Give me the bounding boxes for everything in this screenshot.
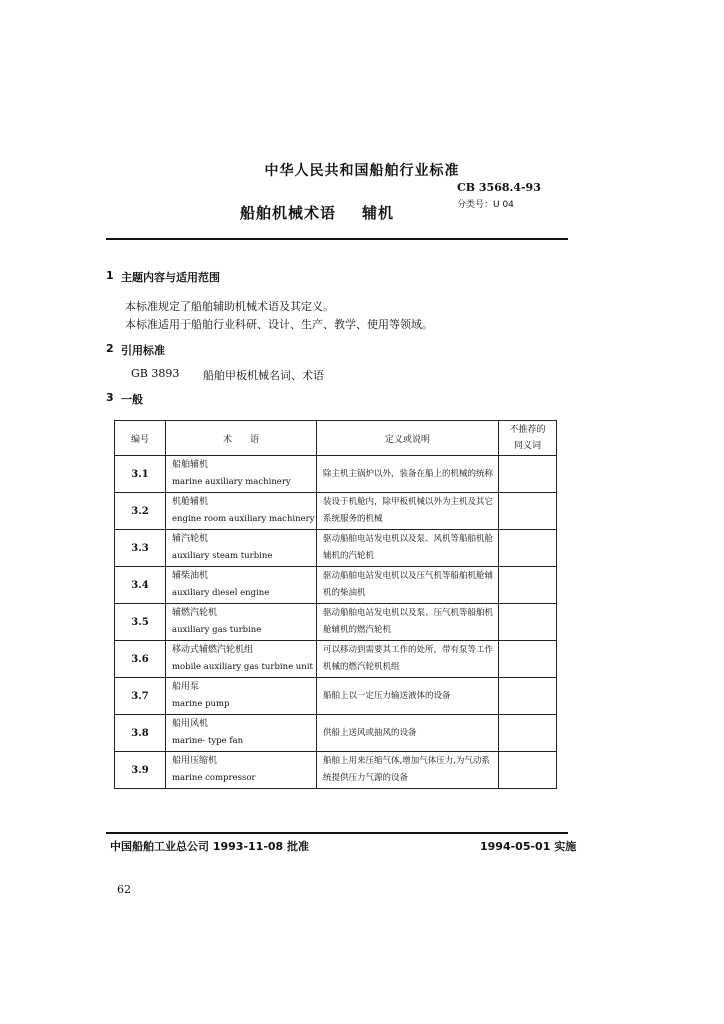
- table-row: [115, 715, 557, 752]
- table-row: [115, 493, 557, 530]
- term-chinese: 辅柴油机: [172, 571, 209, 581]
- term-chinese: 船用风机: [172, 719, 209, 729]
- term-deprecated-synonym: [499, 604, 557, 641]
- term-definition: 驱动船舶电站发电机以及泵、压气机等船舶机舱辅机的燃汽轮机: [317, 604, 499, 641]
- term-definition: 船舶上以一定压力输送液体的设备: [317, 678, 499, 715]
- term-number: 3.8: [115, 715, 166, 752]
- term-english: marine compressor: [172, 773, 256, 783]
- table-row: [115, 678, 557, 715]
- section-1-title: 主题内容与适用范围: [121, 271, 220, 284]
- section-1-paragraph: 本标准规定了船舶辅助机械术语及其定义。: [125, 300, 334, 313]
- table-row: [115, 752, 557, 789]
- term-definition: 驱动船舶电站发电机以及压气机等船舶机舱辅机的柴油机: [317, 567, 499, 604]
- approval-note: 中国船舶工业总公司 1993-11-08 批准: [110, 840, 310, 853]
- term-chinese: 辅燃汽轮机: [172, 608, 218, 618]
- section-1-number: 1: [106, 269, 114, 282]
- term-english: auxiliary diesel engine: [172, 588, 270, 598]
- standard-code: CB 3568.4-93: [457, 181, 541, 194]
- term-cell: [166, 456, 317, 493]
- footer-divider: [106, 832, 568, 834]
- term-number: 3.4: [115, 567, 166, 604]
- header-deprecated-synonym: [499, 421, 557, 456]
- term-number: 3.7: [115, 678, 166, 715]
- term-cell: [166, 752, 317, 789]
- referenced-standard-code: GB 3893: [131, 367, 180, 380]
- page-number: 62: [117, 883, 131, 896]
- classification-number: 分类号：U 04: [457, 200, 514, 210]
- term-english: auxiliary gas turbine: [172, 625, 262, 635]
- term-cell: [166, 530, 317, 567]
- header-divider: [106, 238, 568, 240]
- table-header-row: [115, 421, 557, 456]
- section-1-paragraph: 本标准适用于船舶行业科研、设计、生产、教学、使用等领域。: [125, 318, 433, 331]
- term-number: 3.1: [115, 456, 166, 493]
- term-deprecated-synonym: [499, 456, 557, 493]
- term-english: engine room auxiliary machinery: [172, 514, 315, 524]
- term-english: mobile auxiliary gas turbine unit: [172, 662, 313, 672]
- term-definition: 供船上送风或抽风的设备: [317, 715, 499, 752]
- term-chinese: 船舶辅机: [172, 460, 209, 470]
- issuing-organization: 中华人民共和国船舶行业标准: [264, 163, 460, 179]
- term-number: 3.5: [115, 604, 166, 641]
- term-cell: [166, 678, 317, 715]
- term-deprecated-synonym: [499, 530, 557, 567]
- term-definition: 驱动船舶电站发电机以及泵、风机等船舶机舱辅机的汽轮机: [317, 530, 499, 567]
- table-row: [115, 456, 557, 493]
- term-definition: 装设于机舱内，除甲板机械以外为主机及其它系统服务的机械: [317, 493, 499, 530]
- header-term: 术 语: [166, 421, 317, 456]
- term-english: marine pump: [172, 699, 230, 709]
- term-chinese: 辅汽轮机: [172, 534, 209, 544]
- section-2-number: 2: [106, 342, 114, 355]
- term-deprecated-synonym: [499, 715, 557, 752]
- term-definition: 可以移动到需要其工作的处所，带有泵等工作机械的燃汽轮机机组: [317, 641, 499, 678]
- implementation-date: 1994-05-01 实施: [480, 840, 577, 853]
- term-number: 3.6: [115, 641, 166, 678]
- document-title: 船舶机械术语: [240, 204, 337, 222]
- term-definition: 船舶上用来压缩气体,增加气体压力,为气动系统提供压力气源的设备: [317, 752, 499, 789]
- table-row: [115, 641, 557, 678]
- referenced-standard-title: 船舶甲板机械名词、术语: [203, 369, 324, 382]
- term-english: auxiliary steam turbine: [172, 551, 273, 561]
- term-deprecated-synonym: [499, 641, 557, 678]
- term-chinese: 船用压缩机: [172, 756, 218, 766]
- term-cell: [166, 715, 317, 752]
- header-deprecated-line1: 不推荐的: [509, 425, 546, 435]
- term-deprecated-synonym: [499, 567, 557, 604]
- term-chinese: 机舱辅机: [172, 497, 209, 507]
- section-2-title: 引用标准: [121, 344, 165, 357]
- term-number: 3.2: [115, 493, 166, 530]
- term-cell: [166, 641, 317, 678]
- term-cell: [166, 567, 317, 604]
- section-3-title: 一般: [121, 393, 143, 406]
- term-cell: [166, 604, 317, 641]
- header-number: 编号: [115, 421, 166, 456]
- table-row: [115, 567, 557, 604]
- table-row: [115, 604, 557, 641]
- term-chinese: 移动式辅燃汽轮机组: [172, 645, 254, 655]
- term-number: 3.3: [115, 530, 166, 567]
- term-number: 3.9: [115, 752, 166, 789]
- term-cell: [166, 493, 317, 530]
- term-definition: 除主机主锅炉以外，装备在船上的机械的统称: [317, 456, 499, 493]
- term-deprecated-synonym: [499, 678, 557, 715]
- term-chinese: 船用泵: [172, 682, 200, 692]
- term-english: marine- type fan: [172, 736, 244, 746]
- header-definition: 定义或说明: [317, 421, 499, 456]
- table-row: [115, 530, 557, 567]
- term-deprecated-synonym: [499, 752, 557, 789]
- term-deprecated-synonym: [499, 493, 557, 530]
- section-3-number: 3: [106, 391, 114, 404]
- document-subtitle: 辅机: [362, 204, 395, 222]
- term-english: marine auxiliary machinery: [172, 477, 291, 487]
- header-deprecated-line2: 同义词: [513, 441, 541, 451]
- terms-table: [114, 420, 557, 789]
